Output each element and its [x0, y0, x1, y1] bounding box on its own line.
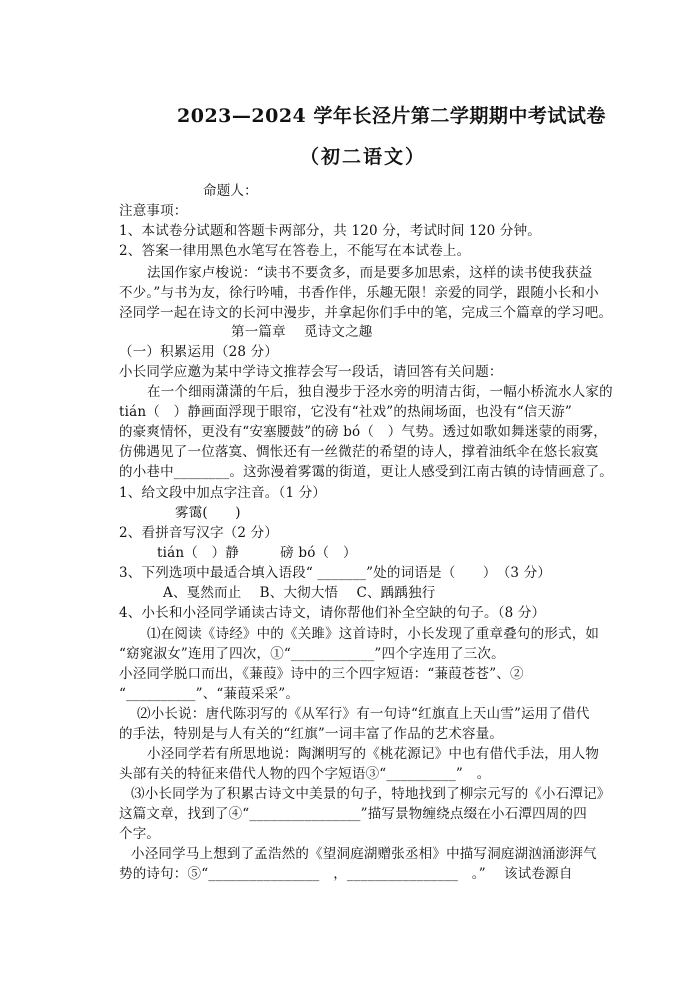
question-4: 4、小长和小泾同学诵读古诗文，请你帮他们补全空缺的句子。（8 分）	[119, 605, 546, 621]
q4-part-3-line-5: 势的诗句：⑤“________________ ，________________ 。” 该试卷源自	[119, 866, 573, 882]
notice-item-2: 2、答案一律用黑色水笔写在答卷上，不能写在本试卷上。	[119, 243, 471, 259]
q4-part-2-line-4: 头部有关的特征来借代人物的四个字短语③“__________” 。	[119, 766, 491, 782]
exam-subtitle: （初二语文）	[300, 146, 427, 168]
q4-part-2-line-3: 小泾同学若有所思地说：陶渊明写的《桃花源记》中也有借代手法，用人物	[147, 746, 600, 762]
question-1: 1、给文段中加点字注音。（1 分）	[119, 485, 327, 501]
question-3-options: A、戛然而止 B、大彻大悟 C、踽踽独行	[163, 585, 436, 601]
section-heading: （一）积累运用（28 分）	[119, 344, 279, 360]
passage-line-2: tián（ ）静画面浮现于眼帘，它没有“社戏”的热闹场面，也没有“信天游”	[119, 404, 572, 420]
q4-part-1-line-3: 小泾同学脱口而出，《蒹葭》诗中的三个四字短语：“蒹葭苍苍”、②	[119, 666, 524, 682]
q4-part-1-line-2: “窈窕淑女”连用了四次，①“____________”四个字连用了三次。	[119, 646, 505, 662]
passage-line-3: 的豪爽情怀，更没有“安塞腰鼓”的磅 bó（ ）气势。透过如歌如舞迷蒙的雨雾，	[119, 424, 607, 440]
exam-title: 2023—2024 学年长泾片第二学期期中考试试卷	[177, 105, 606, 127]
q4-part-1-line-1: ⑴在阅读《诗经》中的《关雎》这首诗时，小长发现了重章叠句的形式，如	[147, 626, 600, 642]
q4-part-3-line-2: 这篇文章，找到了④“________________”描写景物缠绕点缀在小石潭四周的四	[119, 806, 587, 822]
notice-item-1: 1、本试卷分试题和答题卡两部分，共 120 分，考试时间 120 分钟。	[119, 223, 541, 239]
notice-heading: 注意事项：	[119, 203, 188, 219]
intro-line-3: 泾同学一起在诗文的长河中漫步，并拿起你们手中的笔，完成三个篇章的学习吧。	[119, 305, 613, 321]
question-1-item: 雾霭( )	[175, 505, 241, 521]
passage-line-1: 在一个细雨潇潇的午后，独自漫步于泾水旁的明清古街，一幅小桥流水人家的	[147, 384, 613, 400]
question-2-items: tián（ ）静 磅 bó（ ）	[157, 545, 357, 561]
q4-part-3-line-1: ⑶小长同学为了积累古诗文中美景的句子，特地找到了柳宗元写的《小石潭记》	[131, 786, 611, 802]
q4-part-3-line-3: 个字。	[119, 826, 161, 842]
intro-line-2: 不少。”与书为友，徐行吟哺，书香作伴，乐趣无限！亲爱的同学，跟随小长和小	[119, 285, 599, 301]
author-line: 命题人：	[203, 183, 258, 199]
q4-part-2-line-1: ⑵小长说：唐代陈羽写的《从军行》有一句诗“红旗直上天山雪”运用了借代	[137, 706, 590, 722]
passage-line-5: 的小巷中________。这弥漫着雾霭的街道，更让人感受到江南古镇的诗情画意了。	[119, 464, 613, 480]
q4-part-3-line-4: 小泾同学马上想到了孟浩然的《望洞庭湖赠张丞相》中描写洞庭湖汹涌澎湃气	[131, 846, 597, 862]
question-3: 3、下列选项中最适合填入语段“ _______”处的词语是（ ） （3 分）	[119, 565, 552, 581]
chapter-heading: 第一篇章 觅诗文之趣	[231, 324, 373, 340]
q4-part-1-line-4: “__________”、“蒹葭采采”。	[119, 686, 300, 702]
passage-line-4: 仿佛遇见了一位落寞、惆怅还有一丝微茫的希望的诗人，撑着油纸伞在悠长寂寞	[119, 444, 599, 460]
q4-part-2-line-2: 的手法，特别是与人有关的“红旗”一词丰富了作品的艺术容量。	[119, 726, 504, 742]
intro-line-1: 法国作家卢梭说：“读书不要贪多，而是要多加思索，这样的读书使我获益	[147, 265, 593, 281]
question-2: 2、看拼音写汉字（2 分）	[119, 525, 279, 541]
task-intro: 小长同学应邀为某中学诗文推荐会写一段话，请回答有关问题：	[119, 364, 503, 380]
